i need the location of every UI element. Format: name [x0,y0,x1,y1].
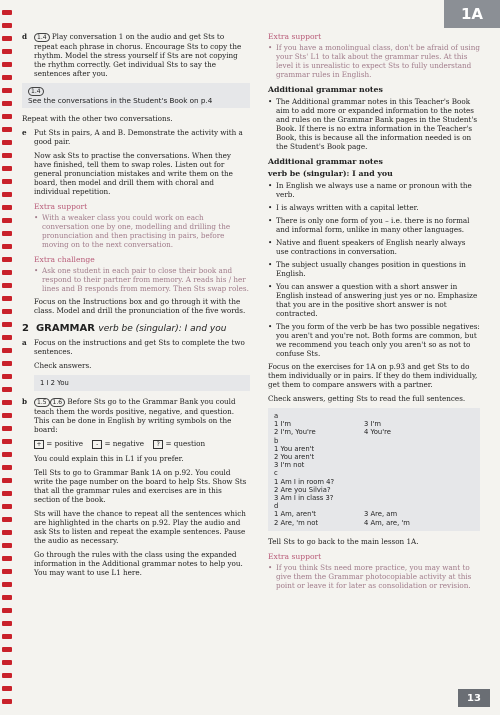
audio-box: 1.4 See the conversations in the Student's Book on p.4 [22,83,250,108]
side-tab [2,543,12,548]
side-tab [2,348,12,353]
side-tab [2,361,12,366]
side-tab [2,699,12,704]
extra-support-text: • If you have a monolingual class, don't be afraid of using your Sts' L1 to talk about the grammar rules. At this level it is unrealistic to expect Sts to fully understand grammar rules in English. [268,43,480,79]
side-tab [2,608,12,613]
side-tab [2,647,12,652]
side-tab [2,23,12,28]
agn-text: • The Additional grammar notes in this Teacher's Book aim to add more or expanded information to the notes and rules on the Grammar Bank pages in the Student's Book. If there is no extra information in the Teacher's Book, this is because all the information needed is on the Student's Book page. [268,97,480,151]
left-column [22,32,250,582]
b5-text: Go through the rules with the class using the expanded information in the Additional grammar notes to help you. You may want to use L1 here. [34,550,243,578]
side-tab [2,140,12,145]
side-tab [2,439,12,444]
agn-heading: Additional grammar notes [268,85,383,94]
step-a: a Focus on the instructions and get Sts to complete the two sentences. [22,338,245,356]
audio-icon[interactable]: 1.6 [50,398,66,407]
side-tab [2,335,12,340]
side-tab [2,660,12,665]
side-tab [2,10,12,15]
side-tab [2,673,12,678]
agn2-subheading: verb be (singular): I and you [268,169,393,178]
side-tab [2,88,12,93]
side-tab [2,634,12,639]
step-d: d 1.4 Play conversation 1 on the audio and get Sts to repeat each phrase in chorus. Encourage Sts to copy the rhythm. Model the stress yourself if Sts are not copying the rhythm correctly. Get individual Sts to say the sentences after you. [22,32,242,78]
side-tab [2,491,12,496]
side-tab [2,322,12,327]
focus-text: Focus on the exercises for 1A on p.93 and get Sts to do them individually or in pairs. If they do them individually, get them to compare answers with a partner. [268,362,478,389]
side-tab [2,556,12,561]
extra-support-heading: Extra support [268,32,322,41]
side-tab [2,127,12,132]
grammar-note: • The subject usually changes position in questions in English. [268,260,480,278]
side-tab [2,595,12,600]
extra-support-left: Extra support • With a weaker class you could work on each conversation one by one, modelling and drilling the pronunciation and then practising in pairs, before moving on to the next conversation. Extra challenge • Ask one student in each pair to close their book and respond to their partner from memory. A reads his / her lines and B responds from memory. Then Sts swap roles. Focus on the Instructions box and go through it with the class. Model and drill the pronunciation of the five words. [22,202,250,315]
side-tab [2,218,12,223]
side-tab [2,517,12,522]
side-tab [2,270,12,275]
extra-support2-heading: Extra support [268,551,322,561]
step-b: b 1.5 1.6 Before Sts go to the Grammar Bank you could teach them the words positive, negative, and question. This can be done in English by writing symbols on the board: [22,397,236,435]
side-tab [2,114,12,119]
side-tab [2,75,12,80]
tell-text: Tell Sts to go back to the main lesson 1A. [268,536,419,546]
answers-a: 1 I 2 You [34,375,250,391]
symbols-row: + = positive - = negative ? = question [22,439,250,449]
side-tab [2,62,12,67]
side-tab [2,296,12,301]
side-tab [2,478,12,483]
check-text: Check answers, getting Sts to read the full sentences. [268,394,466,403]
b3-text: Tell Sts to go to Grammar Bank 1A on p.92. You could write the page number on the board to help Sts. Show Sts that all the grammar rules and exercises are in this section of the book. [34,468,247,505]
check-a: Check answers. [34,361,92,370]
audio-icon[interactable]: 1.5 [34,398,50,407]
right-column [268,32,480,594]
d2-text: Repeat with the other two conversations. [22,114,173,123]
grammar-note: • I is always written with a capital letter. [268,203,480,212]
side-tab [2,582,12,587]
side-tab [2,36,12,41]
side-tab [2,387,12,392]
side-tab [2,374,12,379]
agn2-heading: Additional grammar notes [268,157,383,166]
b2-text: You could explain this in L1 if you prefer. [34,454,184,464]
side-tab [2,504,12,509]
b4-text: Sts will have the chance to repeat all the sentences which are highlighted in the charts on p.92. Play the audio and ask Sts to listen and repeat the example sentences. Pause the audio as necessary. [34,509,246,546]
audio-icon[interactable]: 1.4 [28,87,44,96]
side-tab [2,465,12,470]
side-tabs [0,0,14,715]
side-tab [2,101,12,106]
side-tab [2,413,12,418]
side-tab [2,686,12,691]
side-tab [2,166,12,171]
extra-support2-text: • If you think Sts need more practice, you may want to give them the Grammar photocopiable activity at this point or leave it for later as consolidation or revision. [268,563,480,590]
side-tab [2,309,12,314]
side-tab [2,569,12,574]
step-e: e Put Sts in pairs, A and B. Demonstrate the activity with a good pair. [22,128,243,146]
grammar-note: • The you form of the verb be has two possible negatives: you aren't and you're not. Both forms are common, but we recommend you teach only you aren't so as not to confuse Sts. [268,322,480,358]
grammar-note: • Native and fluent speakers of English nearly always use contractions in conversation. [268,238,480,256]
side-tab [2,205,12,210]
unit-header: 1A [444,0,500,28]
grammar-note: • In English we always use a name or pronoun with the verb. [268,181,480,199]
side-tab [2,426,12,431]
page-number: 13 [458,689,490,707]
side-tab [2,530,12,535]
side-tab [2,192,12,197]
side-tab [2,400,12,405]
side-tab [2,49,12,54]
audio-icon[interactable]: 1.4 [34,33,50,42]
side-tab [2,231,12,236]
side-tab [2,452,12,457]
side-tab [2,621,12,626]
side-tab [2,283,12,288]
side-tab [2,153,12,158]
grammar-note: • You can answer a question with a short answer in English instead of answering just yes or no. Emphasize that you are in the positive short answer is not contracted. [268,282,480,318]
e2-text: Now ask Sts to practise the conversations. When they have finished, tell them to swap roles. Listen out for general pronunciation mistakes and write them on the board, then model and drill them with choral and individual repetition. [34,151,233,196]
answers-box: a 1 I'm 3 I'm 2 I'm, You're 4 You're b 1 You aren't 2 You aren't 3 I'm not c 1 Am I in room 4? 2 Are you Silvia? 3 Am I in class 3? d 1 Am, aren't 3 Are, am 2 Are, 'm not 4 Am, are, 'm [268,408,480,531]
grammar-heading: 2 GRAMMAR verb be (singular): I and you [22,323,227,334]
side-tab [2,257,12,262]
side-tab [2,244,12,249]
grammar-note: • There is only one form of you – i.e. there is no formal and informal form, unlike in many other languages. [268,216,480,234]
side-tab [2,179,12,184]
